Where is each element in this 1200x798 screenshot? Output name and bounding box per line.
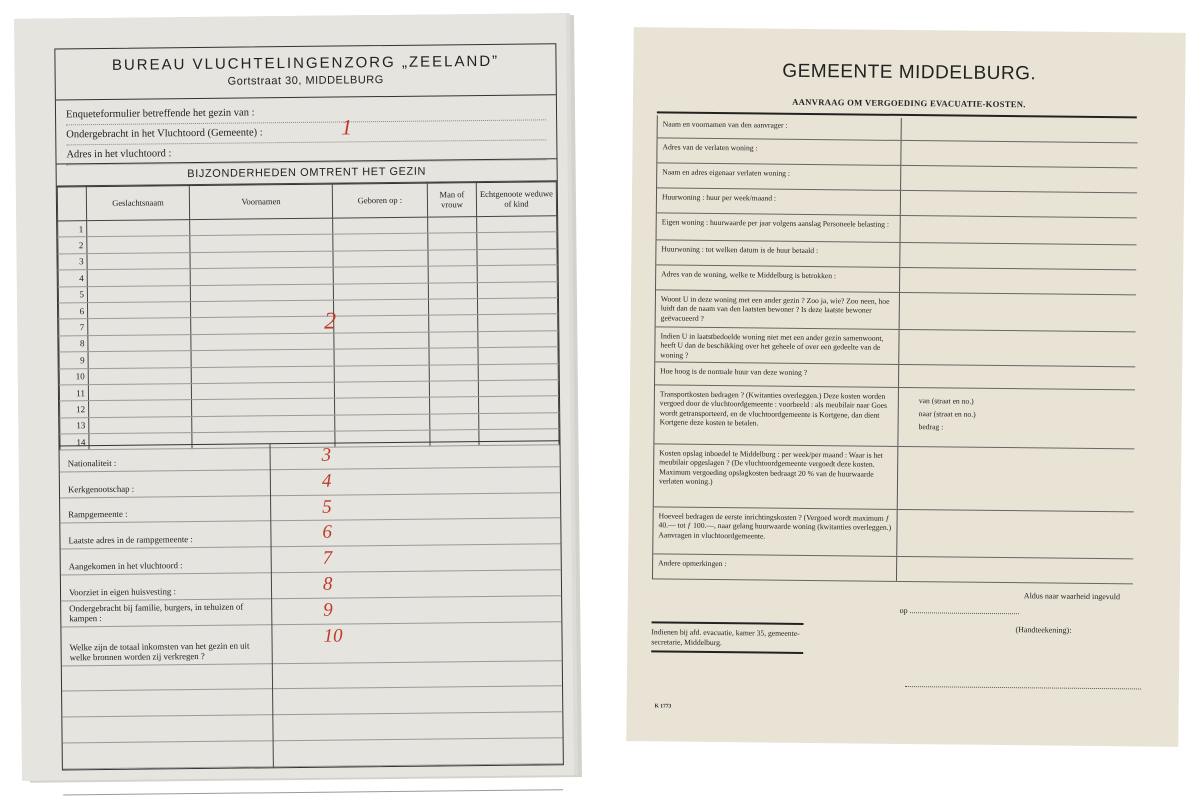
handwritten-mark: 3 <box>321 444 332 466</box>
table-cell[interactable] <box>334 332 429 349</box>
evacuation-claim-form <box>626 27 1185 747</box>
table-cell[interactable] <box>87 285 190 302</box>
table-cell[interactable] <box>478 330 558 347</box>
row-number-header <box>57 186 86 221</box>
table-cell[interactable] <box>479 412 559 429</box>
table-cell[interactable] <box>333 283 428 300</box>
table-cell[interactable] <box>191 333 334 351</box>
claim-question: Huurwoning : tot welken datum is de huur betaald : <box>656 240 900 267</box>
column-header: Voornamen <box>189 183 332 219</box>
table-cell[interactable] <box>429 331 478 348</box>
info-label <box>71 789 261 791</box>
handwritten-mark: 6 <box>322 522 333 544</box>
handwritten-mark: 10 <box>323 625 343 647</box>
table-cell[interactable] <box>428 266 477 283</box>
claim-question: Eigen woning : huurwaarde per jaar volgens aanslag Personeele belasting : <box>657 213 901 242</box>
table-cell[interactable] <box>89 400 192 417</box>
info-row[interactable] <box>63 764 563 795</box>
bureau-address: Gortstraat 30, MIDDELBURG <box>227 74 384 88</box>
claim-row[interactable] <box>654 385 1135 449</box>
handwritten-mark: 5 <box>322 496 332 518</box>
info-label: Kerkgenootschap : <box>67 483 135 494</box>
row-number: 2 <box>58 237 87 254</box>
declaration-text: Aldus naar waarheid ingevuld <box>1023 591 1121 602</box>
table-cell[interactable] <box>477 265 557 282</box>
claim-question: Huurwoning : huur per week/maand : <box>657 188 901 215</box>
row-number: 12 <box>60 401 89 418</box>
info-label <box>70 712 260 714</box>
row-number: 5 <box>58 286 87 303</box>
claim-row[interactable] <box>654 444 1135 512</box>
claim-question: Indien U in laatstbedoelde woning niet met een ander gezin samenwoont, heeft U dan de beschikking over het geheele of over een gedeelte van de woning ? <box>655 327 899 364</box>
table-cell[interactable] <box>334 365 429 382</box>
row-number: 3 <box>58 253 87 270</box>
table-cell[interactable] <box>190 251 333 269</box>
table-cell[interactable] <box>477 249 557 266</box>
claim-rows <box>652 115 1138 584</box>
table-cell[interactable] <box>333 299 428 316</box>
table-cell[interactable] <box>478 314 558 331</box>
refugee-care-form <box>14 13 574 781</box>
table-cell[interactable] <box>333 266 428 283</box>
table-cell[interactable] <box>190 234 333 252</box>
row-number: 6 <box>59 303 88 320</box>
row-number: 10 <box>59 368 88 385</box>
handwritten-mark: 2 <box>324 308 337 335</box>
claim-question: Transportkosten bedragen ? (Kwitanties overleggen.) Deze kosten worden vergoed door de vluchtoordgemeente : voorbeeld : als meubilair naar Goes wordt getransporteerd, en de vluchtoordgemeente is Kortgene, dan dient Kortgene deze kosten te betalen. <box>654 385 899 446</box>
table-cell[interactable] <box>190 267 333 285</box>
table-cell[interactable] <box>430 413 479 430</box>
table-cell[interactable] <box>190 284 333 302</box>
table-cell[interactable] <box>87 220 190 237</box>
info-fields <box>59 440 563 795</box>
row-number: 13 <box>60 417 89 434</box>
table-cell[interactable] <box>477 216 557 233</box>
claim-question: Adres van de woning, welke te Middelburg is betrokken : <box>656 265 900 292</box>
claim-question: Naam en adres eigenaar verlaten woning : <box>657 163 901 190</box>
info-label: Aangekomen in het vluchtoord : <box>68 560 183 572</box>
row-number: 1 <box>58 221 87 238</box>
handwritten-mark: 1 <box>341 114 353 140</box>
table-cell[interactable] <box>477 232 557 249</box>
table-cell[interactable] <box>191 382 334 400</box>
row-number: 9 <box>59 352 88 369</box>
table-cell[interactable] <box>429 380 478 397</box>
table-cell[interactable] <box>333 217 428 234</box>
claim-row[interactable] <box>653 507 1133 559</box>
info-label <box>70 686 260 688</box>
table-cell[interactable] <box>333 250 428 267</box>
table-cell[interactable] <box>335 414 430 431</box>
handwritten-mark: 4 <box>321 470 332 492</box>
table-cell[interactable] <box>430 397 479 414</box>
table-cell[interactable] <box>478 363 558 380</box>
claim-question: Hoeveel bedragen de eerste inrichtingskosten ? (Vergoed wordt maximum ƒ 40.— tot ƒ 100.—, naar gelang huurwaarde woning (kwitanties overleggen.) Aanvragen in vluchtoordgemeente. <box>653 507 897 556</box>
enquete-line: Enqueteformulier betreffende het gezin van : <box>66 100 546 125</box>
submission-note: Indienen bij afd. evacuatie, kamer 35, gemeente-secretarie, Middelburg. <box>651 621 803 654</box>
table-cell[interactable] <box>87 236 190 253</box>
table-cell[interactable] <box>333 233 428 250</box>
row-number: 4 <box>58 270 87 287</box>
date-line: op ....................................................... <box>899 605 1020 617</box>
table-cell[interactable] <box>479 396 559 413</box>
table-cell[interactable] <box>190 300 333 318</box>
claim-answer: van (straat en no.) naar (straat en no.) bedrag : <box>918 396 976 432</box>
claim-question: Andere opmerkingen : <box>653 554 897 581</box>
table-cell[interactable] <box>478 347 558 364</box>
bureau-title: BUREAU VLUCHTELINGENZORG „ZEELAND” <box>111 52 500 74</box>
info-label <box>71 763 261 765</box>
table-cell[interactable] <box>88 302 191 319</box>
enquete-line: Ondergebracht in het Vluchtoord (Gemeente) : <box>66 120 546 145</box>
claim-question: Hoe hoog is de normale huur van deze woning ? <box>655 362 899 387</box>
form-frame <box>54 43 564 770</box>
table-cell[interactable] <box>478 380 558 397</box>
table-header <box>57 181 556 221</box>
table-cell[interactable] <box>428 299 477 316</box>
info-row[interactable] <box>61 622 561 666</box>
table-cell[interactable] <box>429 364 478 381</box>
row-number: 14 <box>60 434 89 451</box>
info-label: Welke zijn de totaal inkomsten van het gezin en uit welke bronnen worden zij verkregen ? <box>69 640 250 662</box>
table-cell[interactable] <box>191 316 334 334</box>
handwritten-mark: 7 <box>322 547 333 569</box>
row-number: 7 <box>59 319 88 336</box>
table-cell[interactable] <box>477 281 557 298</box>
enquete-lines <box>66 100 547 165</box>
signature-line <box>905 686 1141 689</box>
table-cell[interactable] <box>88 334 191 351</box>
claim-row[interactable] <box>655 327 1135 367</box>
claim-question: Naam en voornamen van den aanvrager : <box>658 115 902 140</box>
info-label: Nationaliteit : <box>67 457 117 469</box>
info-label: Voorziet in eigen huisvesting : <box>68 586 176 598</box>
column-header: Man of vrouw <box>427 182 476 218</box>
claim-question: Woont U in deze woning met een ander gezin ? Zoo ja, wie? Zoo neen, hoe luidt dan de naam van den laatsten bewoner ? Is deze laatste bewoner geëvacueerd ? <box>656 290 900 329</box>
table-cell[interactable] <box>428 282 477 299</box>
claim-row[interactable] <box>656 290 1136 332</box>
table-cell[interactable] <box>334 381 429 398</box>
table-cell[interactable] <box>335 397 430 414</box>
table-cell[interactable] <box>191 349 334 367</box>
table-cell[interactable] <box>88 318 191 335</box>
form-subtitle: AANVRAAG OM VERGOEDING EVACUATIE-KOSTEN. <box>792 96 1026 110</box>
family-table-body <box>58 216 559 451</box>
info-label: Ondergebracht bij familie, burgers, in tehuizen of kampen : <box>69 601 244 623</box>
table-cell[interactable] <box>87 269 190 286</box>
table-cell[interactable] <box>334 348 429 365</box>
handwritten-mark: 9 <box>323 599 333 621</box>
column-header: Echtgenoote weduwe of kind <box>476 181 556 217</box>
table-cell[interactable] <box>428 233 477 250</box>
section-title: BIJZONDERHEDEN OMTRENT HET GEZIN <box>57 158 557 187</box>
table-cell[interactable] <box>428 249 477 266</box>
municipality-title: GEMEENTE MIDDELBURG. <box>782 60 1037 85</box>
family-table <box>57 180 560 451</box>
table-cell[interactable] <box>192 398 335 416</box>
table-cell[interactable] <box>190 218 333 236</box>
info-label: Laatste adres in de rampgemeente : <box>68 534 193 546</box>
table-cell[interactable] <box>88 367 191 384</box>
handwritten-mark: 8 <box>322 573 333 595</box>
signature-label: (Handteekening): <box>1015 625 1072 635</box>
row-number: 8 <box>59 335 88 352</box>
info-label <box>71 737 261 739</box>
table-cell[interactable] <box>88 383 191 400</box>
table-cell[interactable] <box>428 217 477 234</box>
info-label: Rampgemeente : <box>68 509 128 520</box>
row-number: 11 <box>59 385 88 402</box>
column-header: Geslachtsnaam <box>86 185 189 221</box>
table-cell[interactable] <box>191 366 334 384</box>
form-header <box>55 44 556 100</box>
table-cell[interactable] <box>429 315 478 332</box>
form-code: K 1773 <box>654 703 672 710</box>
claim-row[interactable] <box>653 554 1133 584</box>
table-cell[interactable] <box>334 315 429 332</box>
table-cell[interactable] <box>89 416 192 433</box>
table-cell[interactable] <box>87 252 190 269</box>
claim-question: Kosten opslag inboedel te Middelburg : per week/per maand : Waar is het meubilair opgeslagen ? (De vluchtoordgemeente vergoedt deze kosten. Maximum vergoeding opslagkosten bedraagt 20 % van de huurwaarde verlaten woning.) <box>654 444 899 509</box>
table-cell[interactable] <box>88 351 191 368</box>
column-header: Geboren op : <box>332 182 427 218</box>
claim-question: Adres van de verlaten woning : <box>657 138 901 165</box>
table-cell[interactable] <box>192 415 335 433</box>
table-cell[interactable] <box>477 298 557 315</box>
table-cell[interactable] <box>429 348 478 365</box>
enquete-line: Adres in het vluchtoord : <box>66 140 546 165</box>
